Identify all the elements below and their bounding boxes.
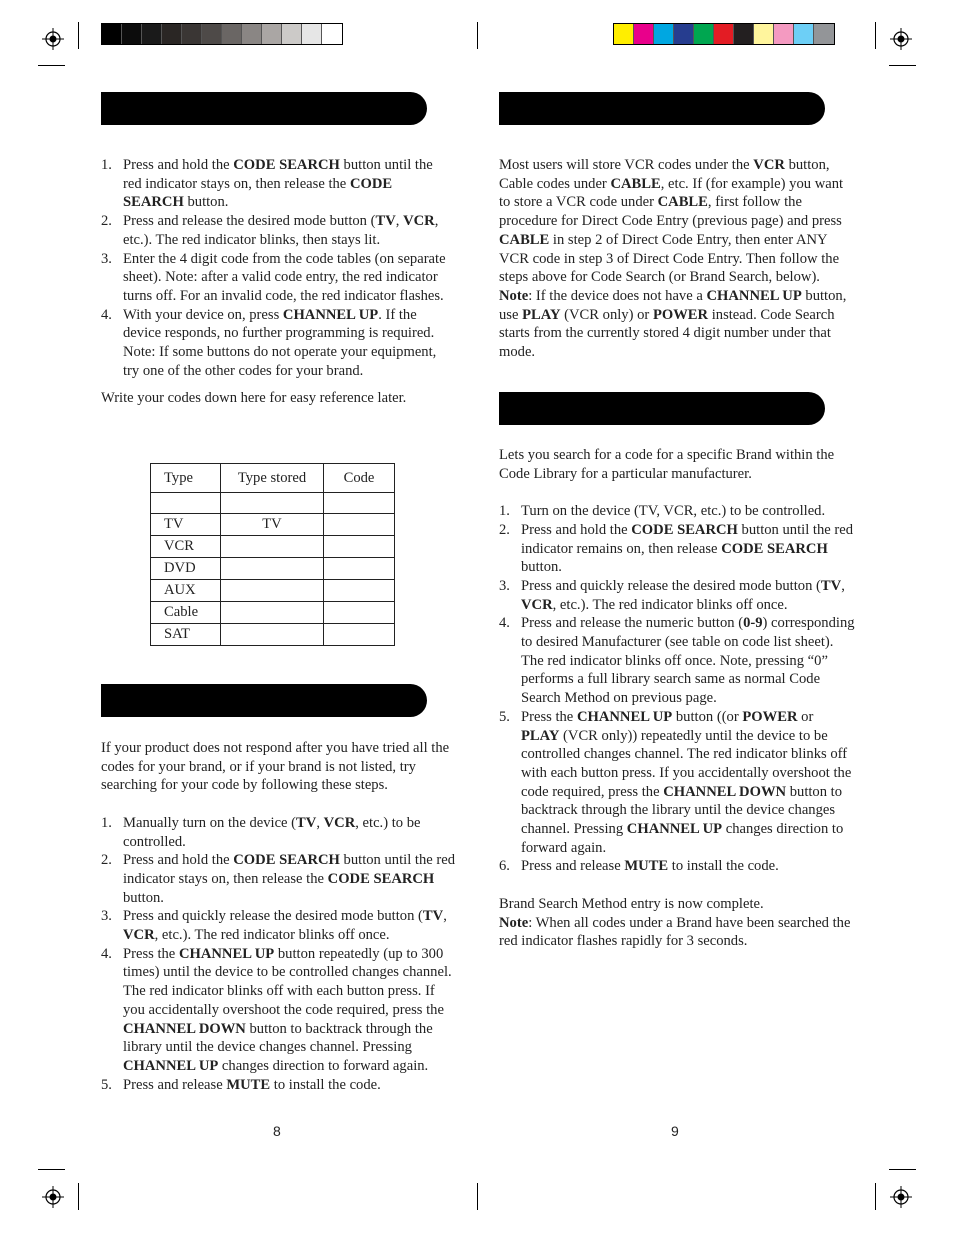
list-item: 3. Press and quickly release the desired mode button (TV, VCR, etc.). The red indicator blinks off once. xyxy=(499,577,845,613)
color-swatch xyxy=(202,24,222,44)
note-label: Note xyxy=(499,914,529,931)
color-swatch xyxy=(182,24,202,44)
table-cell: TV xyxy=(221,514,324,536)
table-cell xyxy=(221,624,324,646)
color-swatch xyxy=(322,24,342,44)
note-text: : When all codes under a Brand have been searched the red indicator flashes rapidly for 3 seconds. xyxy=(499,914,851,950)
color-swatch xyxy=(694,24,714,44)
table-cell xyxy=(324,580,395,602)
list-item: 2. Press and hold the CODE SEARCH button until the red indicator remains on, then release CODE SEARCH button. xyxy=(499,521,854,576)
list-item: 4. With your device on, press CHANNEL UP. If the device responds, no further programming is required. Note: If some buttons do not operate your equipment, try one of the other codes for your brand. xyxy=(101,306,437,379)
color-swatch xyxy=(674,24,694,44)
registration-mark-icon xyxy=(42,1186,64,1208)
column-header-type: Type xyxy=(151,464,221,493)
list-item: 2. Press and hold the CODE SEARCH button until the red indicator stays on, then release the CODE SEARCH button. xyxy=(101,852,456,906)
code-search-section xyxy=(101,739,457,1094)
codes-note: Write your codes down here for easy reference later. xyxy=(101,390,407,407)
table-row xyxy=(151,536,395,558)
step-number: 3. xyxy=(499,577,510,594)
page-number: 9 xyxy=(671,1123,679,1139)
list-item: 1. Press and hold the CODE SEARCH button until the red indicator stays on, then release the CODE SEARCH button. xyxy=(101,157,433,211)
table-cell: AUX xyxy=(151,580,221,602)
table-cell xyxy=(151,493,221,514)
table-cell xyxy=(324,558,395,580)
table-cell: DVD xyxy=(151,558,221,580)
list-item: 4. Press and release the numeric button (0-9) corresponding to desired Manufacturer (see table on code list sheet). The red indicator blinks off once. Note, pressing “0” performs a full library search same as normal Code Search Method on previous page. xyxy=(499,615,855,707)
table-row xyxy=(151,558,395,580)
crop-mark xyxy=(889,65,916,66)
section-body: Most users will store VCR codes under the VCR button, Cable codes under CABLE, etc. If (for example) you want to store a VCR code under CABLE, first follow the procedure for Direct Code Entry (previous page) and press CABLE in step 2 of Direct Code Entry, then enter ANY VCR code in step 3 of Direct Code Entry. Then follow the steps above for Code Search (or Brand Search, below). Note: If the device does not have a CHANNEL UP button, use PLAY (VCR only) or POWER instead. Code Search starts from the currently stored 4 digit number under that mode. xyxy=(499,157,847,361)
color-swatch xyxy=(122,24,142,44)
direct-code-entry-section xyxy=(101,156,453,408)
color-swatch xyxy=(142,24,162,44)
step-number: 3. xyxy=(101,908,112,925)
step-number: 4. xyxy=(101,306,112,323)
codes-table xyxy=(150,463,395,646)
list-item: 3. Enter the 4 digit code from the code tables (on separate sheet). Note: after a valid code entry, the red indicator turns off. For an invalid code, the red indicator flashes. xyxy=(101,250,446,304)
grayscale-color-bar xyxy=(101,23,343,45)
table-row xyxy=(151,602,395,624)
column-header-type-stored: Type stored xyxy=(221,464,324,493)
table-cell xyxy=(221,602,324,624)
crop-mark xyxy=(38,1169,65,1170)
list-item: 5. Press and release MUTE to install the code. xyxy=(101,1076,381,1093)
step-number: 4. xyxy=(499,615,510,632)
color-swatch xyxy=(634,24,654,44)
section-intro: Lets you search for a code for a specific Brand within the Code Library for a particular manufacturer. xyxy=(499,447,835,482)
table-cell xyxy=(324,514,395,536)
registration-mark-icon xyxy=(42,28,64,50)
color-swatch xyxy=(302,24,322,44)
store-codes-section xyxy=(499,156,855,362)
step-number: 2. xyxy=(101,852,112,869)
step-number: 2. xyxy=(499,521,510,538)
process-color-bar xyxy=(613,23,835,45)
list-item: 2. Press and release the desired mode button (TV, VCR, etc.). The red indicator blinks, then stays lit. xyxy=(101,213,439,248)
table-cell xyxy=(324,536,395,558)
color-swatch xyxy=(242,24,262,44)
color-swatch xyxy=(102,24,122,44)
color-swatch xyxy=(714,24,734,44)
crop-mark xyxy=(38,65,65,66)
list-item: 1. Turn on the device (TV, VCR, etc.) to be controlled. xyxy=(499,503,826,520)
crop-mark xyxy=(875,22,876,49)
table-cell xyxy=(221,558,324,580)
color-swatch xyxy=(614,24,634,44)
registration-mark-icon xyxy=(890,28,912,50)
brand-search-note xyxy=(499,914,855,951)
color-swatch xyxy=(162,24,182,44)
crop-mark xyxy=(78,22,79,49)
step-number: 4. xyxy=(101,945,112,962)
table-cell xyxy=(324,602,395,624)
section-header-bar xyxy=(101,92,427,125)
table-cell xyxy=(324,493,395,514)
list-item: 3. Press and quickly release the desired mode button (TV, VCR, etc.). The red indicator blinks off once. xyxy=(101,908,447,944)
color-swatch xyxy=(222,24,242,44)
table-header-row xyxy=(151,464,395,493)
list-item: 6. Press and release MUTE to install the code. xyxy=(499,858,779,875)
list-item: 4. Press the CHANNEL UP button repeatedly (up to 300 times) until the device to be controlled changes channel. The red indicator blinks off with each button press. If you accidentally overshoot the code required, press the CHANNEL DOWN button to backtrack through the library until the device changes channel. Pressing CHANNEL UP changes direction to forward again. xyxy=(101,945,452,1074)
step-number: 5. xyxy=(101,1076,112,1093)
table-row xyxy=(151,580,395,602)
table-row xyxy=(151,514,395,536)
table-cell xyxy=(324,624,395,646)
brand-search-section xyxy=(499,446,855,951)
steps-list xyxy=(101,156,453,380)
crop-mark xyxy=(875,1183,876,1210)
table-cell xyxy=(221,580,324,602)
table-row xyxy=(151,624,395,646)
step-number: 1. xyxy=(101,157,112,173)
table-cell: TV xyxy=(151,514,221,536)
steps-list xyxy=(101,814,457,1095)
step-number: 6. xyxy=(499,858,510,875)
color-swatch xyxy=(814,24,834,44)
step-number: 1. xyxy=(499,503,510,520)
section-header-bar xyxy=(499,92,825,125)
color-swatch xyxy=(774,24,794,44)
completion-text: Brand Search Method entry is now complete. xyxy=(499,895,764,912)
list-item: 1. Manually turn on the device (TV, VCR, etc.) to be controlled. xyxy=(101,814,421,850)
table-cell xyxy=(221,536,324,558)
page-number: 8 xyxy=(273,1123,281,1139)
color-swatch xyxy=(282,24,302,44)
crop-mark xyxy=(78,1183,79,1210)
table-cell: SAT xyxy=(151,624,221,646)
section-header-bar xyxy=(499,392,825,425)
crop-mark xyxy=(477,1183,478,1210)
step-number: 5. xyxy=(499,708,510,725)
table-cell xyxy=(221,493,324,514)
registration-mark-icon xyxy=(890,1186,912,1208)
section-intro: If your product does not respond after you have tried all the codes for your brand, or if your brand is not listed, try searching for your code by following these steps. xyxy=(101,740,450,794)
column-header-code: Code xyxy=(324,464,395,493)
color-swatch xyxy=(654,24,674,44)
crop-mark xyxy=(477,22,478,49)
color-swatch xyxy=(754,24,774,44)
table-row xyxy=(151,493,395,514)
color-swatch xyxy=(262,24,282,44)
list-item: 5. Press the CHANNEL UP button ((or POWER or PLAY (VCR only)) repeatedly until the device to be controlled changes channel. The red indicator blinks off with each button press. If you accidentally overshoot the code required, press the CHANNEL DOWN button to backtrack through the library until the device changes channel. Pressing CHANNEL UP changes direction to forward again. xyxy=(499,708,852,856)
crop-mark xyxy=(889,1169,916,1170)
color-swatch xyxy=(794,24,814,44)
step-number: 3. xyxy=(101,250,112,267)
steps-list xyxy=(499,502,855,876)
table-cell: Cable xyxy=(151,602,221,624)
step-number: 1. xyxy=(101,814,112,831)
section-header-bar xyxy=(101,684,427,717)
step-number: 2. xyxy=(101,213,112,230)
table-cell: VCR xyxy=(151,536,221,558)
color-swatch xyxy=(734,24,754,44)
